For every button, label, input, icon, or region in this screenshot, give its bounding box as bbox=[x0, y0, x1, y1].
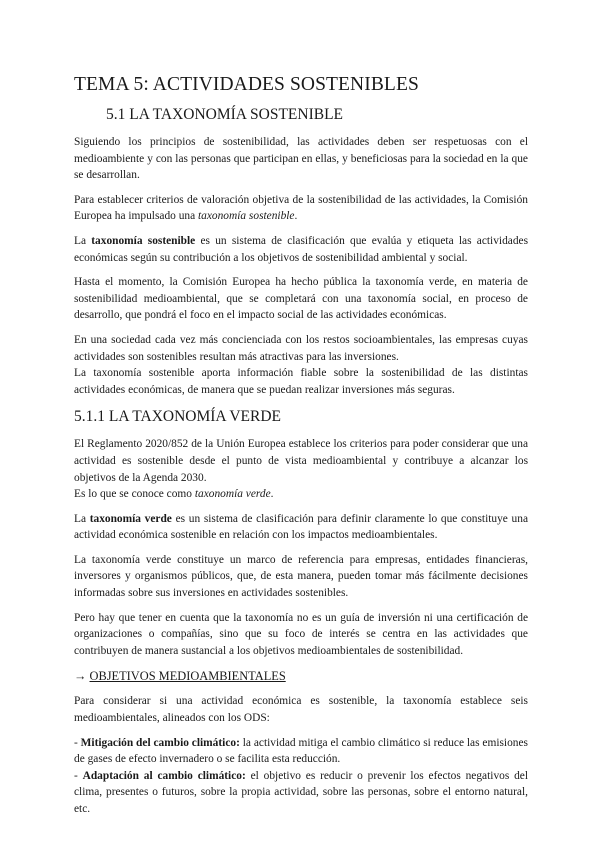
paragraph-framework: La taxonomía verde constituye un marco de referencia para empresas, entidades financieras, inversores y organismos públicos, que, de esta manera, pueden tomar más fácilmente decisiones informadas sobre sus inversiones en actividades sostenibles. bbox=[74, 553, 528, 600]
paragraph-principles: Siguiendo los principios de sostenibilidad, las actividades deben ser respetuosas con el medioambiente y con las personas que participan en ellas, y beneficiosas para la sociedad en la que se desarrollan. bbox=[74, 136, 528, 182]
paragraph-known-as-term: taxonomía verde bbox=[194, 488, 271, 501]
objectives-heading-label: OBJETIVOS MEDIOAMBIENTALES bbox=[89, 669, 286, 684]
arrow-icon: → bbox=[74, 669, 90, 684]
paragraph-green-definition bbox=[74, 511, 528, 544]
list-item-mitigation bbox=[74, 735, 528, 768]
paragraph-green-definition-term: taxonomía verde bbox=[89, 512, 172, 525]
paragraph-known-as-end: . bbox=[270, 488, 274, 501]
paragraph-regulation: El Reglamento 2020/852 de la Unión Europea establece los criterios para poder considerar que una actividad es sostenible desde el punto de vista medioambiental y contribuye a alcanzar los objetivos de la Agenda 2030. bbox=[74, 438, 528, 484]
paragraph-definition-text: es un sistema de clasificación que evalúa y etiqueta las actividades económicas según su contribución a los objetivos de sostenibilidad ambiental y social. bbox=[74, 234, 528, 264]
paragraph-criteria-end: . bbox=[294, 210, 298, 223]
list-item-dash: - bbox=[74, 769, 83, 782]
list-item-adaptation-term: Adaptación al cambio climático: bbox=[82, 769, 246, 782]
objectives-heading bbox=[74, 667, 528, 685]
paragraph-not-guide: Pero hay que tener en cuenta que la taxonomía no es un guía de inversión ni una certificación de organizaciones o compañías, sino que su foco de interés se centra en las actividades que contribuyen de manera sustancial a los objetivos medioambientales de sostenibilidad. bbox=[74, 611, 528, 657]
list-item-dash: - bbox=[74, 736, 81, 749]
paragraph-criteria-term: taxonomía sostenible bbox=[198, 210, 295, 223]
paragraph-definition-term: taxonomía sostenible bbox=[91, 234, 196, 247]
section-heading-5-1: 5.1 LA TAXONOMÍA SOSTENIBLE bbox=[106, 106, 344, 123]
list-item-adaptation-text: el objetivo es reducir o prevenir los efectos negativos del clima, presentes o futuros, sobre la propia actividad, sobre las personas, sobre el entorno natural, etc. bbox=[74, 769, 528, 815]
document-title: TEMA 5: ACTIVIDADES SOSTENIBLES bbox=[74, 74, 419, 95]
paragraph-criteria bbox=[74, 192, 528, 225]
paragraph-definition-start: La bbox=[74, 234, 92, 247]
paragraph-society: En una sociedad cada vez más concienciada con los restos socioambientales, las empresas cuyas actividades son sostenibles resultan más atractivas para las inversiones. bbox=[74, 333, 528, 363]
paragraph-definition bbox=[74, 233, 528, 266]
paragraph-known-as-text: Es lo que se conoce como bbox=[74, 488, 195, 501]
document-page bbox=[74, 72, 528, 818]
list-item-mitigation-text: la actividad mitiga el cambio climático si reduce las emisiones de gases de efecto invernadero o se facilita esta reducción. bbox=[74, 736, 528, 766]
list-item-adaptation bbox=[74, 768, 528, 818]
paragraph-green-definition-text: es un sistema de clasificación para definir claramente lo que constituye una actividad económica sostenible en relación con los impactos medioambientales. bbox=[74, 512, 528, 542]
section-heading-5-1-1: 5.1.1 LA TAXONOMÍA VERDE bbox=[74, 408, 282, 426]
paragraph-green-taxonomy-status: Hasta el momento, la Comisión Europea ha hecho pública la taxonomía verde, en materia de sostenibilidad medioambiental, que se completará con una taxonomía social, en proceso de desarrollo, que pondrá el foco en el impacto social de las actividades económicas. bbox=[74, 276, 528, 322]
list-item-mitigation-term: Mitigación del cambio climático: bbox=[80, 736, 240, 749]
paragraph-green-definition-start: La bbox=[74, 512, 90, 525]
paragraph-information: La taxonomía sostenible aporta información fiable sobre la sostenibilidad de las distintas actividades económicas, de manera que se puedan realizar inversiones más seguras. bbox=[74, 367, 528, 396]
paragraph-criteria-text: Para establecer criterios de valoración objetiva de la sostenibilidad de las actividades, la Comisión Europea ha impulsado una bbox=[74, 193, 528, 223]
paragraph-known-as bbox=[74, 486, 528, 503]
paragraph-six-objectives: Para considerar si una actividad económica es sostenible, la taxonomía establece seis medioambientales, alineados con los ODS: bbox=[74, 695, 528, 725]
